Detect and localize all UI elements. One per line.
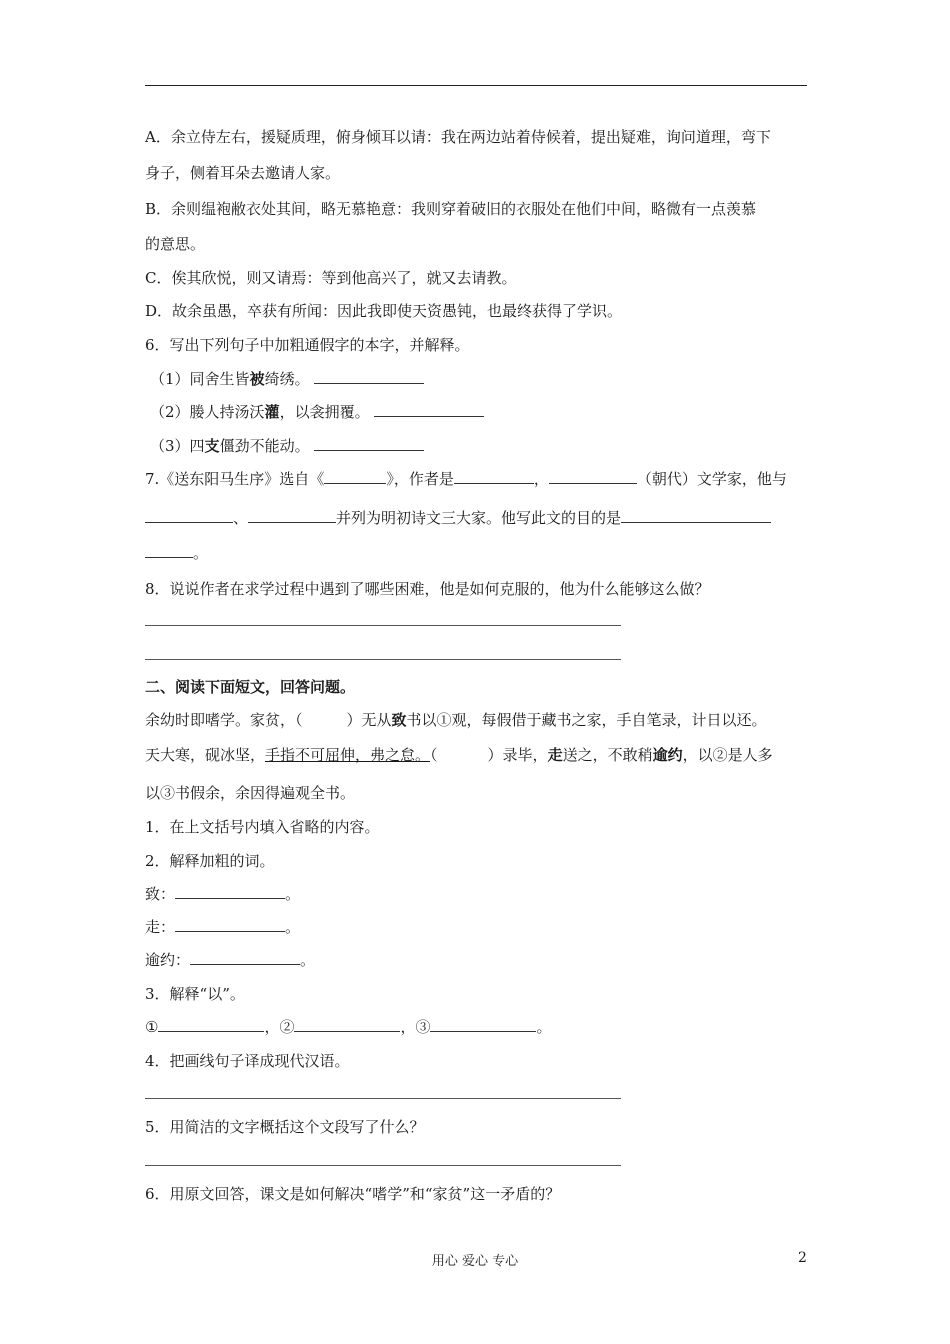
passage-1b: ）无从 — [346, 711, 392, 729]
option-a-line2: 身子，侧着耳朵去邀请人家。 — [145, 164, 341, 182]
s2-question-3: 3．解释“以”。 — [145, 985, 245, 1003]
q7-text-6: 并列为明初诗文三大家。他写此文的目的是 — [336, 509, 622, 527]
q3-period: 。 — [536, 1018, 552, 1036]
q6-2-bold-char: 灌 — [264, 403, 280, 421]
q7-author-blank[interactable] — [454, 469, 534, 484]
s2-question-4: 4．把画线句子译成现代汉语。 — [145, 1052, 350, 1070]
s2-question-5: 5．用简洁的文字概括这个文段写了什么？ — [145, 1118, 425, 1136]
q3-circle-2: ，② — [264, 1018, 295, 1036]
q5-answer-line[interactable] — [145, 1165, 621, 1166]
passage-2c: ）录毕， — [487, 746, 548, 764]
q7-text-7: 。 — [193, 544, 209, 562]
question-7-line1 — [145, 469, 787, 489]
q8-answer-line-1[interactable] — [145, 625, 621, 626]
s2-q2-yuyue — [145, 950, 315, 970]
q7-peer2-blank[interactable] — [248, 508, 336, 523]
q2-zou-blank[interactable] — [175, 917, 285, 932]
q2-zhi-blank[interactable] — [175, 884, 285, 899]
passage-1a: 余幼时即嗜学。家贫，（ — [145, 711, 303, 729]
passage-bold-zhi: 致 — [391, 711, 407, 729]
option-b-line2: 的意思。 — [145, 235, 206, 253]
q6-3-text: （3）四 — [150, 437, 205, 455]
section-2-heading: 二、阅读下面短文，回答问题。 — [145, 678, 356, 696]
passage-2d: 送之，不敢稍 — [562, 746, 653, 764]
passage-line-1 — [145, 710, 767, 730]
s2-q2-zhi — [145, 884, 300, 904]
q3-circle-3: ，③ — [400, 1018, 431, 1036]
q6-2-text-end: ，以衾拥覆。 — [279, 403, 370, 421]
passage-1c: 书以①观，每假借于藏书之家，手自笔录，计日以还。 — [406, 711, 767, 729]
q3-circle-1: ① — [145, 1018, 159, 1036]
passage-bold-yuyue: 逾约 — [652, 746, 683, 764]
q7-peer1-blank[interactable] — [145, 508, 233, 523]
passage-underlined-sentence: 手指不可屈伸，弗之怠。 — [265, 746, 431, 764]
q6-2-answer-blank[interactable] — [374, 402, 484, 417]
q6-1-text-end: 绮绣。 — [264, 370, 310, 388]
q2-yuyue-period: 。 — [300, 951, 316, 969]
q7-dynasty-blank[interactable] — [549, 469, 637, 484]
passage-2a: 天大寒，砚冰坚， — [145, 746, 266, 764]
passage-2b: （ — [430, 746, 438, 764]
q4-answer-line[interactable] — [145, 1098, 621, 1099]
question-8: 8．说说作者在求学过程中遇到了哪些困难，他是如何克服的，他为什么能够这么做？ — [145, 580, 710, 598]
q6-3-answer-blank[interactable] — [314, 436, 424, 451]
question-7-line3 — [145, 543, 208, 563]
s2-q3-answers — [145, 1017, 552, 1037]
passage-2e: ，以②是人多 — [682, 746, 773, 764]
question-7-line2 — [145, 508, 771, 528]
q7-text-1: 7.《送东阳马生序》选自《 — [145, 470, 325, 488]
q6-3-bold-char: 支 — [204, 437, 220, 455]
q3-blank-2[interactable] — [294, 1017, 400, 1032]
header-rule — [145, 85, 807, 86]
q7-purpose-blank-cont[interactable] — [145, 543, 193, 558]
q7-text-4: （朝代）文学家，他与 — [636, 470, 787, 488]
option-b-line1: B．余则缊袍敝衣处其间，略无慕艳意：我则穿着破旧的衣服处在他们中间，略微有一点羡慕 — [145, 200, 757, 218]
question-6-stem: 6．写出下列句子中加粗通假字的本字，并解释。 — [145, 336, 470, 354]
passage-line-2 — [145, 745, 773, 765]
q3-blank-3[interactable] — [430, 1017, 536, 1032]
q6-1-bold-char: 被 — [249, 370, 265, 388]
option-a-line1: A．余立侍左右，援疑质理，俯身倾耳以请：我在两边站着侍候着，提出疑难，询问道理，弯下 — [145, 128, 771, 146]
option-c: C．俟其欣悦，则又请焉：等到他高兴了，就又去请教。 — [145, 269, 517, 287]
passage-line-3: 以③书假余，余因得遍观全书。 — [145, 784, 356, 802]
s2-question-1: 1．在上文括号内填入省略的内容。 — [145, 818, 380, 836]
q2-zhi-label: 致： — [145, 885, 176, 903]
q7-book-blank[interactable] — [324, 469, 386, 484]
q2-zou-period: 。 — [285, 918, 301, 936]
s2-q2-zou — [145, 917, 300, 937]
q2-zhi-period: 。 — [285, 885, 301, 903]
question-6-item-2 — [150, 402, 484, 422]
q7-text-5: 、 — [233, 509, 249, 527]
q2-yuyue-blank[interactable] — [190, 950, 300, 965]
question-6-item-1 — [150, 369, 424, 389]
q2-zou-label: 走： — [145, 918, 176, 936]
s2-question-2: 2．解释加粗的词。 — [145, 852, 275, 870]
s2-question-6: 6．用原文回答，课文是如何解决“嗜学”和“家贫”这一矛盾的？ — [145, 1185, 561, 1203]
q7-text-3: ， — [533, 470, 549, 488]
passage-bold-zou: 走 — [547, 746, 563, 764]
q8-answer-line-2[interactable] — [145, 659, 621, 660]
q7-purpose-blank[interactable] — [621, 508, 771, 523]
q6-3-text-end: 僵劲不能动。 — [219, 437, 310, 455]
question-6-item-3 — [150, 436, 424, 456]
q6-2-text: （2）媵人持汤沃 — [150, 403, 265, 421]
q6-1-text: （1）同舍生皆 — [150, 370, 250, 388]
q2-yuyue-label: 逾约： — [145, 951, 191, 969]
option-d: D．故余虽愚，卒获有所闻：因此我即使天资愚钝，也最终获得了学识。 — [145, 302, 623, 320]
q6-1-answer-blank[interactable] — [314, 369, 424, 384]
page-number: 2 — [798, 1250, 807, 1266]
q7-text-2: 》，作者是 — [386, 470, 454, 488]
footer-motto: 用心 爱心 专心 — [431, 1254, 519, 1269]
q3-blank-1[interactable] — [158, 1017, 264, 1032]
